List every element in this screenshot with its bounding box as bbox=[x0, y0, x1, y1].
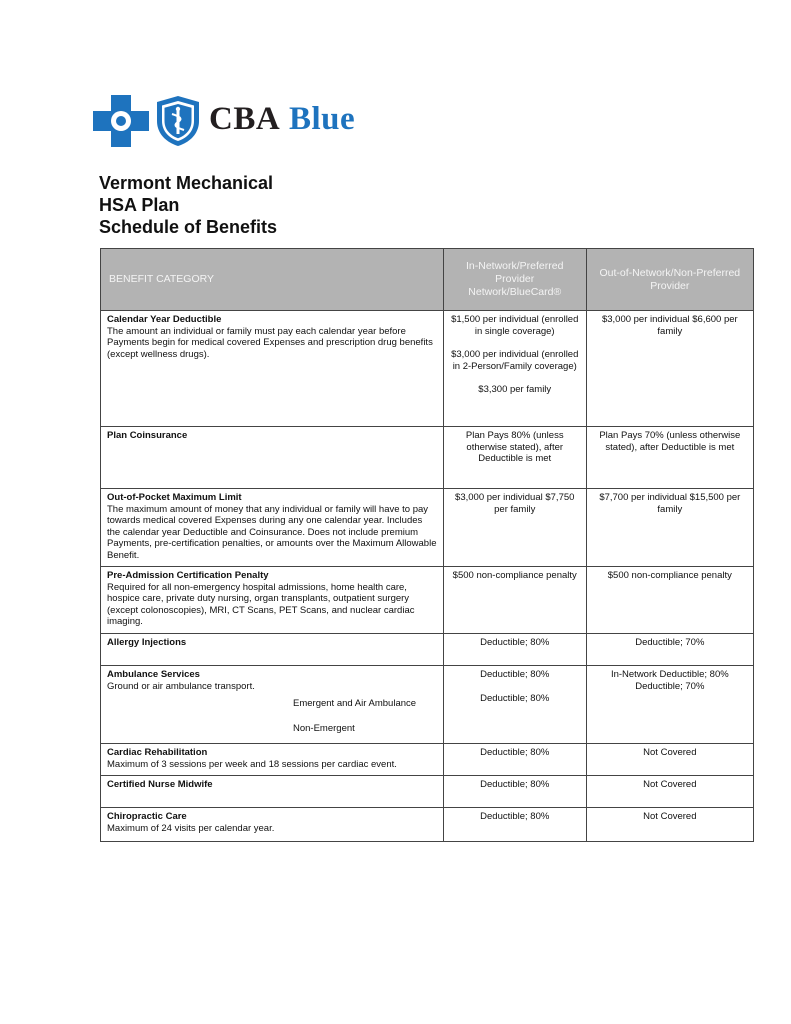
benefit-cell bbox=[101, 776, 444, 808]
benefit-description: Ground or air ambulance transport. bbox=[107, 680, 255, 692]
in-network-value: $3,000 per individual (enrolled in 2-Person/Family coverage) bbox=[451, 349, 579, 372]
out-of-network-value: Not Covered bbox=[643, 747, 697, 758]
in-network-cell bbox=[443, 634, 586, 666]
table-row bbox=[101, 776, 754, 808]
table-row bbox=[101, 489, 754, 567]
out-of-network-cell bbox=[586, 808, 753, 842]
subtype-emergent: Emergent and Air Ambulance bbox=[293, 698, 417, 710]
out-of-network-cell bbox=[586, 427, 753, 489]
benefit-description: The amount an individual or family must pay each calendar year before Payments begin for medical covered Expenses and prescription drug benefits (except wellness drugs). bbox=[107, 325, 433, 360]
title-employer: Vermont Mechanical bbox=[99, 173, 274, 193]
benefit-description: Required for all non-emergency hospital admissions, home health care, hospice care, private duty nursing, organ transplants, outpatient surgery (except colonoscopies), MRI, CT Scans, PET Scans, and nuclear cardiac imaging. bbox=[107, 581, 415, 628]
blue-cross-icon bbox=[93, 95, 149, 147]
out-of-network-value: Not Covered bbox=[643, 811, 697, 822]
out-of-network-value: $7,700 per individual $15,500 per family bbox=[599, 492, 741, 515]
out-of-network-value: $500 non-compliance penalty bbox=[607, 570, 732, 581]
benefit-name: Cardiac Rehabilitation bbox=[107, 747, 208, 758]
benefit-cell bbox=[101, 311, 444, 427]
header-in-network: In-Network/Preferred Provider Network/BlueCard® bbox=[443, 249, 586, 311]
in-network-cell bbox=[443, 311, 586, 427]
in-network-value: Deductible; 80% bbox=[480, 779, 550, 790]
benefit-cell bbox=[101, 567, 444, 634]
out-of-network-value: Deductible; 70% bbox=[635, 637, 705, 648]
in-network-cell bbox=[443, 744, 586, 776]
title-schedule: Schedule of Benefits bbox=[99, 217, 278, 237]
header-out-of-network: Out-of-Network/Non-Preferred Provider bbox=[586, 249, 753, 311]
benefit-name: Chiropractic Care bbox=[107, 811, 187, 822]
benefit-name: Calendar Year Deductible bbox=[107, 314, 222, 325]
schedule-of-benefits-table bbox=[100, 248, 754, 842]
benefit-description: The maximum amount of money that any individual or family will have to pay towards medical covered Expenses during any one calendar year. Includes the calendar year Deductible and Coinsurance. Does not include premium Payments, pre-certification penalties, or amounts over the Maximum Allowable Benefit. bbox=[107, 503, 437, 561]
out-of-network-cell bbox=[586, 489, 753, 567]
in-network-value: Deductible; 80% bbox=[480, 747, 550, 758]
in-network-cell bbox=[443, 489, 586, 567]
table-row bbox=[101, 744, 754, 776]
brand-word-blue: Blue bbox=[288, 101, 356, 137]
benefit-cell bbox=[101, 808, 444, 842]
in-network-value: Deductible; 80% bbox=[480, 692, 550, 704]
in-network-cell bbox=[443, 808, 586, 842]
out-of-network-cell bbox=[586, 776, 753, 808]
out-of-network-value: Deductible; 70% bbox=[635, 680, 705, 692]
in-network-value: Plan Pays 80% (unless otherwise stated), after Deductible is met bbox=[465, 430, 564, 465]
title-plan: HSA Plan bbox=[99, 195, 180, 215]
in-network-value: Deductible; 80% bbox=[480, 637, 550, 648]
out-of-network-value: In-Network Deductible; 80% bbox=[610, 669, 729, 680]
benefit-cell bbox=[101, 744, 444, 776]
in-network-cell bbox=[443, 567, 586, 634]
in-network-value: Deductible; 80% bbox=[480, 669, 550, 680]
out-of-network-value: Plan Pays 70% (unless otherwise stated), after Deductible is met bbox=[599, 430, 741, 453]
benefit-description: Maximum of 3 sessions per week and 18 sessions per cardiac event. bbox=[107, 758, 397, 770]
in-network-cell bbox=[443, 666, 586, 744]
benefit-name: Out-of-Pocket Maximum Limit bbox=[107, 492, 242, 503]
brand-name bbox=[209, 101, 355, 138]
table-row bbox=[101, 567, 754, 634]
header-benefit-category: BENEFIT CATEGORY bbox=[101, 249, 444, 311]
table-row bbox=[101, 634, 754, 666]
benefit-name: Allergy Injections bbox=[107, 637, 187, 648]
subtype-non-emergent: Non-Emergent bbox=[293, 723, 355, 735]
in-network-value: $3,300 per family bbox=[478, 384, 552, 396]
table-row bbox=[101, 311, 754, 427]
benefit-name: Ambulance Services bbox=[107, 669, 200, 680]
in-network-value: $1,500 per individual (enrolled in single coverage) bbox=[451, 314, 579, 337]
benefit-description: Maximum of 24 visits per calendar year. bbox=[107, 822, 275, 834]
out-of-network-cell bbox=[586, 744, 753, 776]
table-header-row bbox=[101, 249, 754, 311]
document-title bbox=[99, 172, 277, 238]
ambulance-subtypes bbox=[107, 698, 437, 735]
benefit-name: Pre-Admission Certification Penalty bbox=[107, 570, 269, 581]
blue-shield-icon bbox=[155, 95, 201, 147]
in-network-value: Deductible; 80% bbox=[480, 811, 550, 822]
out-of-network-value: Not Covered bbox=[643, 779, 697, 790]
in-network-cell bbox=[443, 427, 586, 489]
out-of-network-cell bbox=[586, 311, 753, 427]
out-of-network-cell bbox=[586, 666, 753, 744]
in-network-value: $3,000 per individual $7,750 per family bbox=[455, 492, 575, 515]
in-network-value: $500 non-compliance penalty bbox=[452, 570, 577, 581]
benefit-cell bbox=[101, 666, 444, 744]
benefit-name: Certified Nurse Midwife bbox=[107, 779, 213, 790]
out-of-network-cell bbox=[586, 634, 753, 666]
benefit-cell bbox=[101, 489, 444, 567]
brand-word-cba: CBA bbox=[209, 101, 281, 137]
benefit-name: Plan Coinsurance bbox=[107, 430, 188, 441]
table-row bbox=[101, 427, 754, 489]
benefit-cell bbox=[101, 427, 444, 489]
table-row bbox=[101, 666, 754, 744]
out-of-network-cell bbox=[586, 567, 753, 634]
benefit-cell bbox=[101, 634, 444, 666]
out-of-network-value: $3,000 per individual $6,600 per family bbox=[601, 314, 738, 337]
in-network-cell bbox=[443, 776, 586, 808]
table-row bbox=[101, 808, 754, 842]
